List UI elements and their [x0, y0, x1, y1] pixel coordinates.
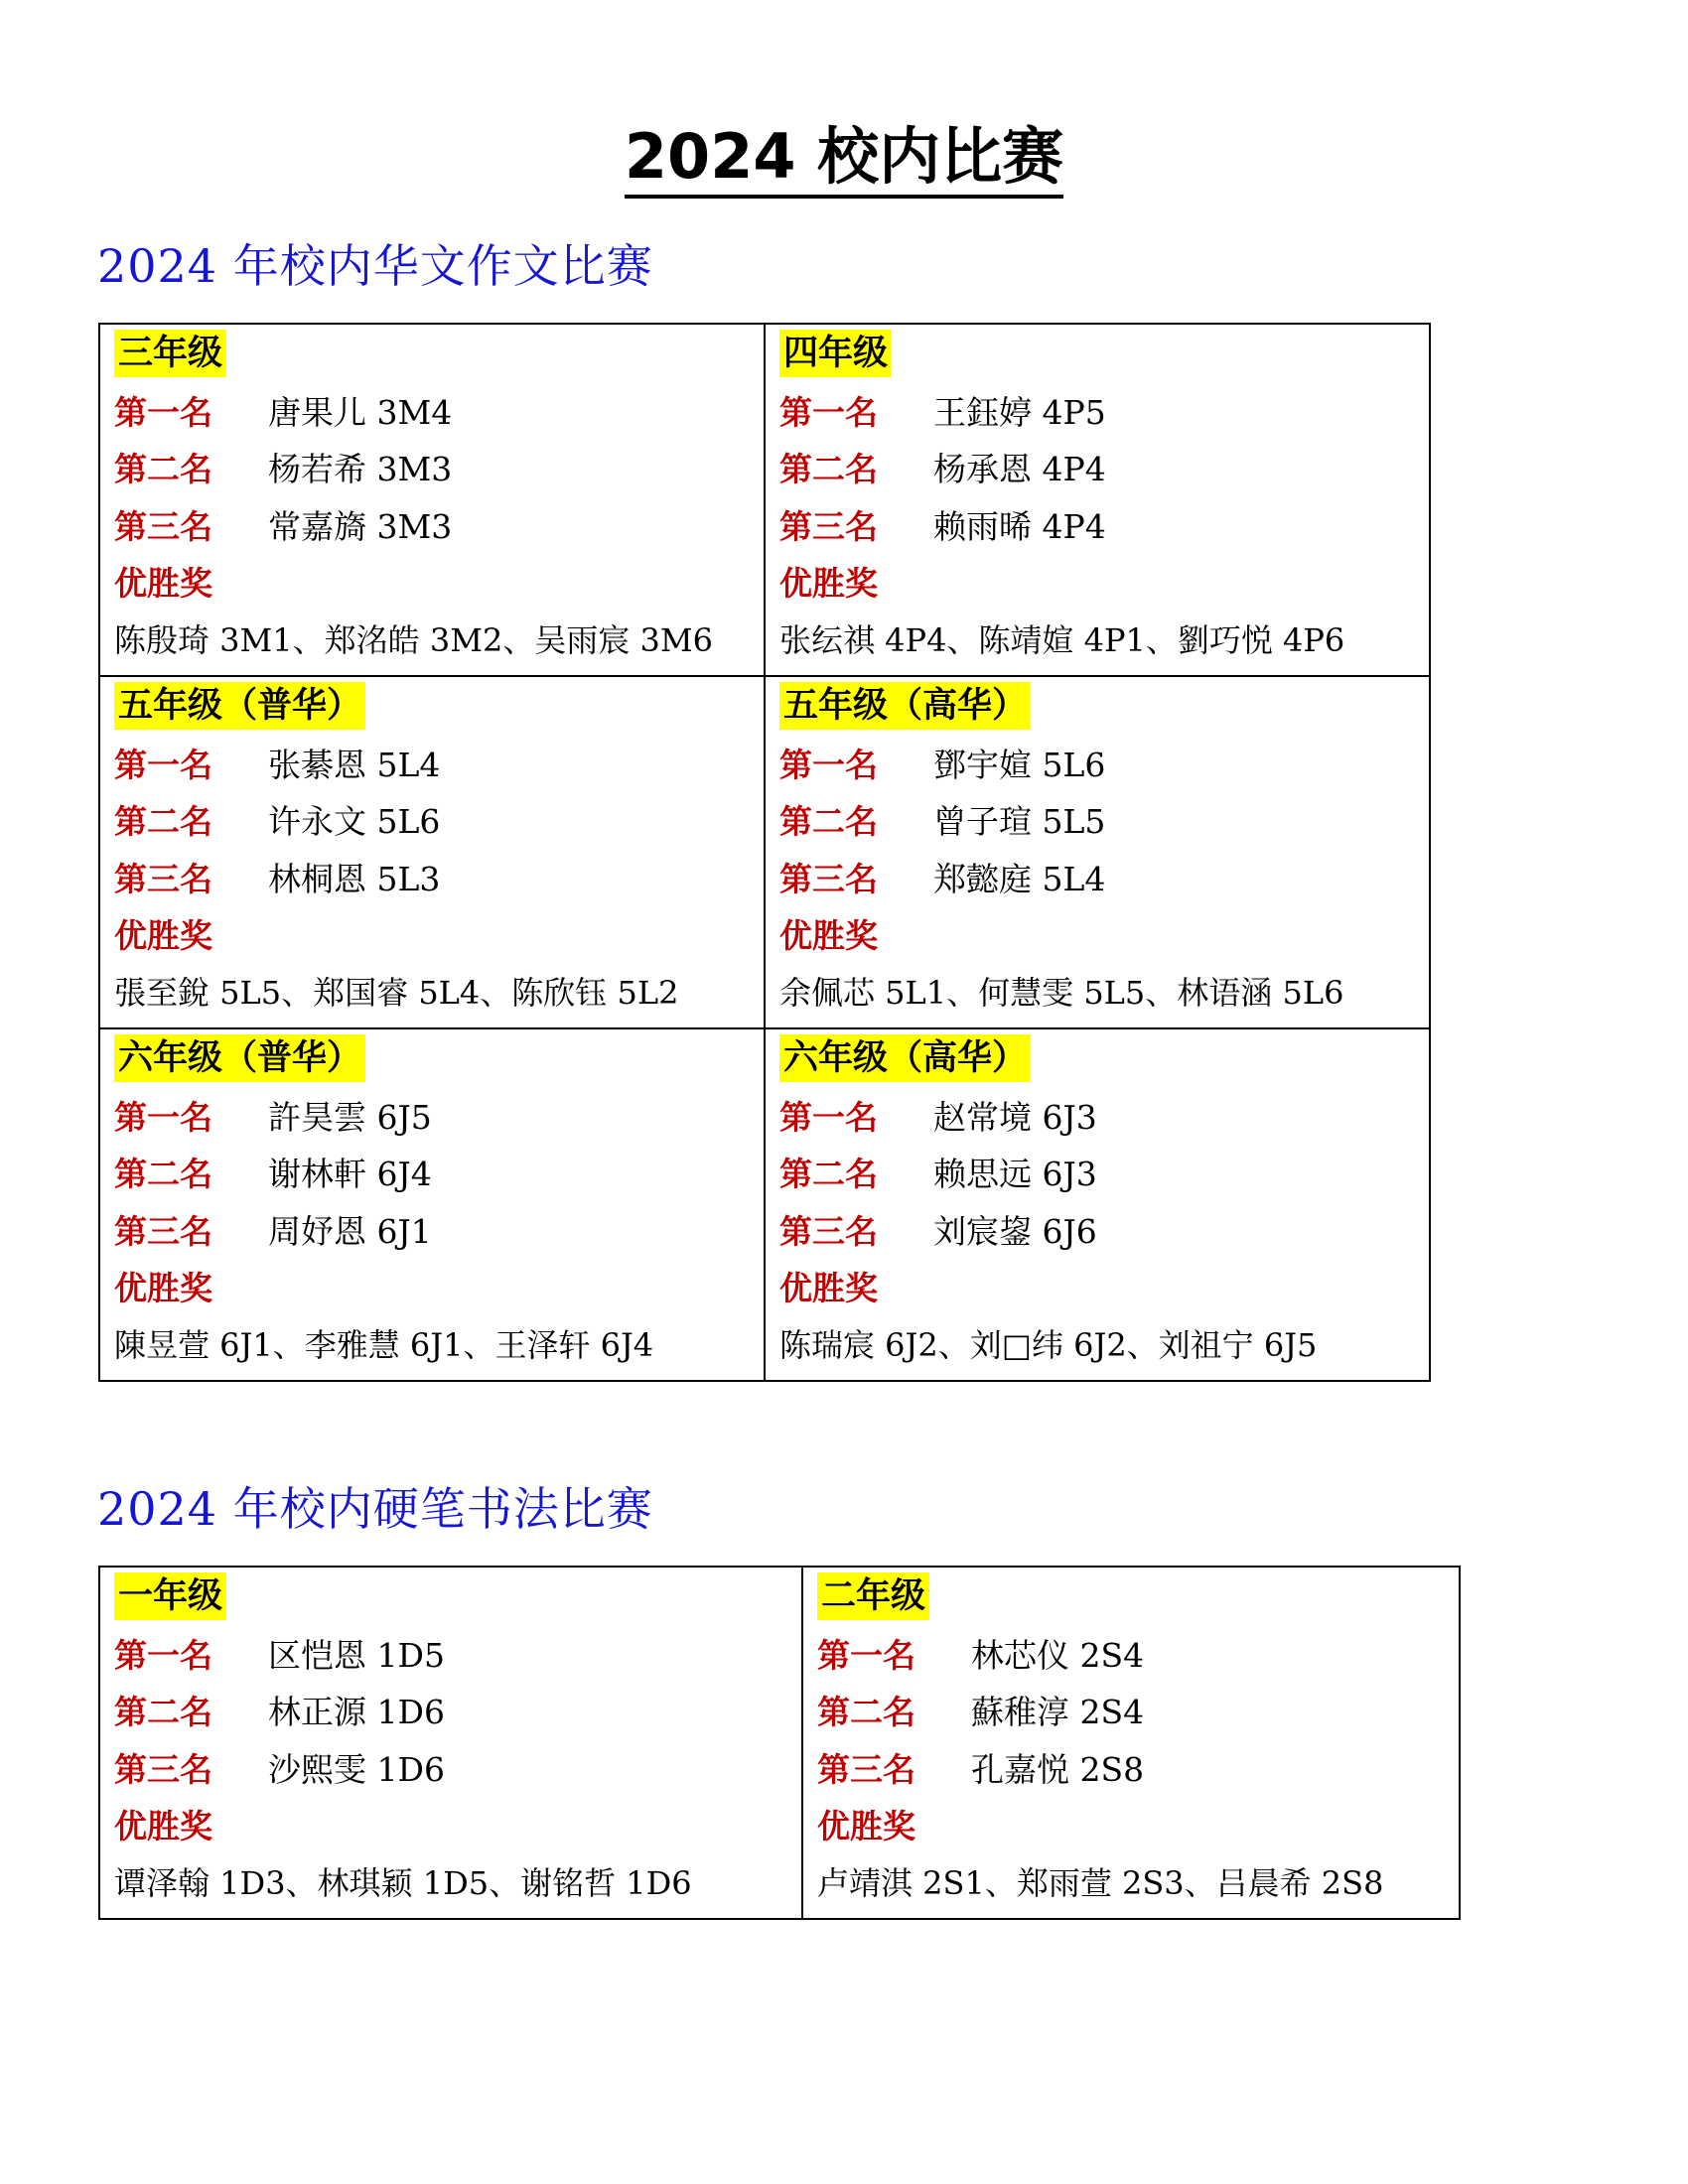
first-place-winner: 区恺恩 1D5 — [268, 1635, 445, 1675]
merit-award-label: 优胜奖 — [114, 1807, 212, 1846]
grade-label: 六年级（高华） — [779, 1034, 1031, 1082]
merit-winners: 陈瑞宸 6J2、刘□纬 6J2、刘祖宁 6J5 — [779, 1326, 1318, 1365]
rank-second-label: 第二名 — [114, 1155, 212, 1194]
second-place-winner: 谢林軒 6J4 — [268, 1155, 432, 1194]
award-cell — [765, 1028, 1430, 1381]
merit-winners: 张纭祺 4P4、陈靖媗 4P1、劉巧悦 4P6 — [779, 621, 1345, 660]
rank-third-label: 第三名 — [114, 1749, 212, 1789]
rank-second-label: 第二名 — [779, 802, 878, 842]
rank-first-label: 第一名 — [114, 1097, 212, 1137]
first-place-winner: 王鈺婷 4P5 — [933, 392, 1106, 432]
merit-award-label: 优胜奖 — [114, 916, 212, 956]
merit-award-label: 优胜奖 — [114, 1269, 212, 1308]
second-place-winner: 杨若希 3M3 — [268, 450, 453, 489]
page-title-text: 2024 校内比赛 — [625, 120, 1063, 199]
rank-third-label: 第三名 — [114, 506, 212, 546]
third-place-winner: 刘宸鋆 6J6 — [933, 1211, 1097, 1251]
merit-award-label: 优胜奖 — [817, 1807, 915, 1846]
third-place-winner: 沙熙雯 1D6 — [268, 1749, 445, 1789]
page-title — [0, 117, 1688, 197]
essay-award-table — [98, 323, 1431, 1382]
merit-winners: 陈殷琦 3M1、郑洺皓 3M2、吴雨宸 3M6 — [114, 621, 713, 660]
award-cell — [99, 676, 765, 1028]
merit-award-label: 优胜奖 — [779, 1269, 878, 1308]
second-place-winner: 蘇稚淳 2S4 — [971, 1693, 1145, 1732]
rank-second-label: 第二名 — [114, 1693, 212, 1732]
first-place-winner: 林芯仪 2S4 — [971, 1635, 1145, 1675]
grade-label: 五年级（普华） — [114, 682, 365, 730]
calligraphy-section-heading: 2024 年校内硬笔书法比赛 — [97, 1482, 653, 1536]
second-place-winner: 许永文 5L6 — [268, 802, 441, 842]
rank-third-label: 第三名 — [817, 1749, 915, 1789]
grade-label: 二年级 — [817, 1572, 929, 1620]
third-place-winner: 周妤恩 6J1 — [268, 1211, 432, 1251]
second-place-winner: 林正源 1D6 — [268, 1693, 445, 1732]
merit-award-label: 优胜奖 — [779, 916, 878, 956]
award-cell — [802, 1567, 1460, 1919]
rank-first-label: 第一名 — [779, 745, 878, 784]
rank-first-label: 第一名 — [779, 392, 878, 432]
rank-third-label: 第三名 — [779, 1211, 878, 1251]
rank-third-label: 第三名 — [114, 859, 212, 898]
first-place-winner: 赵常境 6J3 — [933, 1097, 1097, 1137]
grade-label: 六年级（普华） — [114, 1034, 365, 1082]
first-place-winner: 张綦恩 5L4 — [268, 745, 441, 784]
rank-second-label: 第二名 — [114, 802, 212, 842]
merit-winners: 陳昱萱 6J1、李雅慧 6J1、王泽轩 6J4 — [114, 1326, 654, 1365]
merit-award-label: 优胜奖 — [114, 564, 212, 604]
award-cell — [765, 324, 1430, 676]
merit-award-label: 优胜奖 — [779, 564, 878, 604]
rank-second-label: 第二名 — [779, 450, 878, 489]
third-place-winner: 孔嘉悦 2S8 — [971, 1749, 1145, 1789]
second-place-winner: 赖思远 6J3 — [933, 1155, 1097, 1194]
merit-winners: 張至銳 5L5、郑国睿 5L4、陈欣钰 5L2 — [114, 974, 679, 1013]
third-place-winner: 郑懿庭 5L4 — [933, 859, 1106, 898]
grade-label: 五年级（高华） — [779, 682, 1031, 730]
rank-second-label: 第二名 — [779, 1155, 878, 1194]
merit-winners: 谭泽翰 1D3、林琪颖 1D5、谢铭哲 1D6 — [114, 1864, 692, 1903]
calligraphy-award-table — [98, 1566, 1461, 1920]
third-place-winner: 林桐恩 5L3 — [268, 859, 441, 898]
rank-first-label: 第一名 — [114, 392, 212, 432]
first-place-winner: 鄧宇媗 5L6 — [933, 745, 1106, 784]
rank-first-label: 第一名 — [114, 745, 212, 784]
third-place-winner: 赖雨晞 4P4 — [933, 506, 1106, 546]
rank-third-label: 第三名 — [779, 859, 878, 898]
rank-first-label: 第一名 — [779, 1097, 878, 1137]
second-place-winner: 杨承恩 4P4 — [933, 450, 1106, 489]
merit-winners: 余佩芯 5L1、何慧雯 5L5、林语涵 5L6 — [779, 974, 1344, 1013]
first-place-winner: 唐果儿 3M4 — [268, 392, 453, 432]
second-place-winner: 曾子瑄 5L5 — [933, 802, 1106, 842]
rank-second-label: 第二名 — [817, 1693, 915, 1732]
award-cell — [99, 324, 765, 676]
award-cell — [99, 1028, 765, 1381]
third-place-winner: 常嘉旖 3M3 — [268, 506, 453, 546]
rank-first-label: 第一名 — [114, 1635, 212, 1675]
merit-winners: 卢靖淇 2S1、郑雨萱 2S3、吕晨希 2S8 — [817, 1864, 1384, 1903]
rank-second-label: 第二名 — [114, 450, 212, 489]
rank-first-label: 第一名 — [817, 1635, 915, 1675]
grade-label: 一年级 — [114, 1572, 226, 1620]
first-place-winner: 許昊雲 6J5 — [268, 1097, 432, 1137]
grade-label: 四年级 — [779, 330, 892, 377]
rank-third-label: 第三名 — [779, 506, 878, 546]
essay-section-heading: 2024 年校内华文作文比赛 — [97, 239, 653, 293]
rank-third-label: 第三名 — [114, 1211, 212, 1251]
award-cell — [765, 676, 1430, 1028]
grade-label: 三年级 — [114, 330, 226, 377]
award-cell — [99, 1567, 802, 1919]
